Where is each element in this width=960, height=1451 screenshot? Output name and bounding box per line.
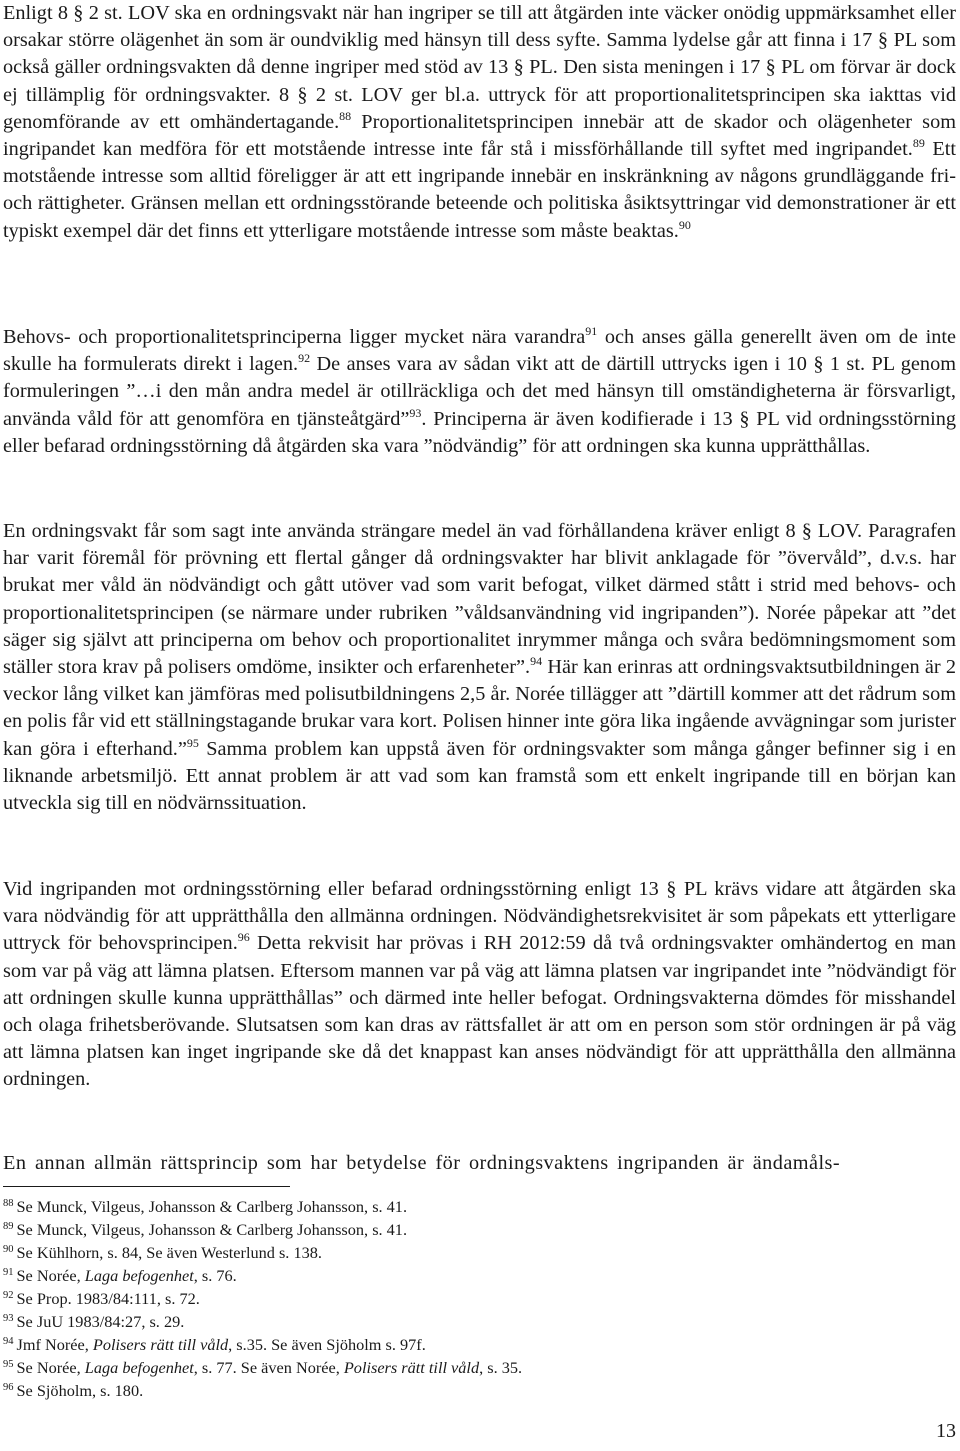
footnote-number: 94: [3, 1336, 14, 1347]
paragraph-text: Proportionalitetsprincipen innebär att de skador och olägenheter som ingripandet kan medföra för ett motstående intresse inte får stå i missförhållande till syftet med ingripandet.: [3, 110, 956, 161]
paragraph-text: En ordningsvakt får som sagt inte använda strängare medel än vad förhållandena kräver enligt 8 § LOV. Paragrafen har varit föremål för prövning ett flertal gånger då ordningsvakter har blivit anklagade för ”övervåld”, d.v.s. har brukat mer våld än nödvändigt och gått utöver vad som varit befogat, vilket därmed stått i strid med behovs- och proportionalitetsprincipen (se närmare under rubriken ”våldsanvändning vid ingripanden”). Norée påpekar att ”det säger sig självt att principerna om behov och proportionalitet inrymmer många och svåra bedömningsmoment som ställer stora krav på polisers omdöme, insikter och erfarenheter”.: [3, 520, 956, 679]
footnote-text: Jmf Norée,: [16, 1335, 93, 1354]
footnote-text: Se Norée,: [16, 1358, 85, 1377]
paragraph-purpose-principle: [3, 1150, 956, 1177]
page-number: 13: [936, 1420, 956, 1442]
footnote-text: Se Munck, Vilgeus, Johansson & Carlberg Johansson, s. 41.: [16, 1220, 408, 1239]
footnote-text: , s. 77. Se även Norée,: [193, 1358, 344, 1377]
footnote-title: Laga befogenhet: [84, 1266, 194, 1285]
footnote-text: Se Sjöholm, s. 180.: [16, 1381, 144, 1400]
footnote-ref: 95: [186, 735, 199, 750]
paragraph-text: Här kan erinras att ordningsvaktsutbildningen är 2 veckor lång vilket kan jämföras med polisutbildningens 2,5 år. Norée tillägger att ”därtill kommer att det rådrum som en polis får vid ett ställningstagande brukar vara kort. Polisen hinner inte göra lika ingående avvägningar som jurister kan göra i efterhand.”: [3, 656, 956, 760]
footnote-ref: 92: [298, 351, 311, 366]
footnote-number: 88: [3, 1198, 14, 1209]
paragraph-text: Ett motstående intresse som alltid föreligger är att ett ingripande innebär en inskränkning av någons grundläggande fri- och rättigheter. Gränsen mellan ett ordningsstörande beteende och politiska åsiktsyttringar vid demonstrationer är ett typiskt exempel där det finns ett ytterligare motstående intresse som måste beaktas.: [3, 138, 956, 242]
footnote-number: 95: [3, 1359, 14, 1370]
footnote-ref: 88: [339, 108, 352, 123]
footnote-number: 90: [3, 1244, 14, 1255]
footnote-text: Se Kühlhorn, s. 84, Se även Westerlund s. 138.: [16, 1243, 322, 1262]
footnote-text: Se Munck, Vilgeus, Johansson & Carlberg Johansson, s. 41.: [16, 1197, 408, 1216]
paragraph-text: Behovs- och proportionalitetsprinciperna ligger mycket nära varandra: [3, 326, 586, 348]
footnote-ref: 96: [237, 930, 250, 945]
footnote-number: 91: [3, 1267, 14, 1278]
footnote-item: [3, 1356, 903, 1379]
footnote-item: [3, 1379, 903, 1402]
footnote-item: [3, 1241, 903, 1264]
footnote-number: 92: [3, 1290, 14, 1301]
footnote-ref: 94: [530, 654, 543, 669]
footnote-ref: 89: [912, 136, 925, 151]
paragraph-text: Enligt 8 § 2 st. LOV ska en ordningsvakt när han ingriper se till att åtgärden inte väcker onödig uppmärksamhet eller orsakar större olägenhet än som är oundviklig med hänsyn till dess syfte. Samma lydelse går att finna i 17 § PL som också gäller ordningsvakten då denne ingriper med stöd av 13 § PL. Den sista meningen i 17 § PL om förvar är dock ej tillämplig för ordningsvakter. 8 § 2 st. LOV ger bl.a. uttryck för att proportionalitetsprincipen ska iakttas vid genomförande av ett omhändertagande.: [3, 2, 956, 133]
footnote-item: [3, 1287, 903, 1310]
paragraph-text: och anses gälla generellt även om de inte skulle ha formulerats direkt i lagen.: [3, 326, 957, 376]
footnote-number: 89: [3, 1221, 14, 1232]
paragraph-text: . Principerna är även kodifierade i 13 § PL vid ordningsstörning eller befarad ordningsstörning då åtgärden ska vara ”nödvändig” för att ordningen ska kunna upprätthållas.: [3, 407, 957, 457]
paragraph-text: Detta rekvisit har prövas i RH 2012:59 då två ordningsvakter omhändertog en man som var på väg att lämna platsen. Eftersom mannen var på väg att lämna platsen var ingripandet inte ”nödvändigt för att ordningen skulle kunna upprätthållas” och därmed inte heller befogat. Ordningsvakterna dömdes för misshandel och olaga frihetsberövande. Slutsatsen som kan dras av rättsfallet är att om en person som stör ordningen är på väg att lämna platsen kan inget ingripande ske då det knappast kan anses nödvändigt för att upprätthålla den allmänna ordningen.: [3, 932, 956, 1091]
footnote-text: , s. 76.: [193, 1266, 237, 1285]
footnote-number: 93: [3, 1313, 14, 1324]
footnote-separator: [3, 1186, 290, 1187]
paragraph-text: En annan allmän rättsprincip som har betydelse för ordningsvaktens ingripanden är ändamåls-: [3, 1152, 841, 1174]
footnote-text: , s.35. Se även Sjöholm s. 97f.: [228, 1335, 426, 1354]
paragraph-necessity-requirement: [3, 876, 956, 1094]
paragraph-text: Vid ingripanden mot ordningsstörning eller befarad ordningsstörning enligt 13 § PL krävs vidare att åtgärden ska vara nödvändig för att upprätthålla den allmänna ordningen. Nödvändighetsrekvisitet är som påpekats ett ytterligare uttryck för behovsprincipen.: [3, 878, 956, 955]
footnote-ref: 90: [678, 217, 691, 232]
paragraph-need-and-proportionality: [3, 324, 956, 460]
footnote-title: Laga befogenhet: [84, 1358, 194, 1377]
footnote-text: , s. 35.: [479, 1358, 523, 1377]
footnote-title: Polisers rätt till våld: [343, 1358, 480, 1377]
paragraph-text: Samma problem kan uppstå även för ordningsvakter som många gånger befinner sig i en liknande arbetsmiljö. Ett annat problem är att vad som kan framstå som ett enkelt ingripande till en början kan utveckla sig till en nödvärnssituation.: [3, 737, 957, 815]
footnote-ref: 93: [409, 405, 422, 420]
footnote-item: [3, 1264, 903, 1287]
footnote-item: [3, 1195, 903, 1218]
footnote-title: Polisers rätt till våld: [92, 1335, 229, 1354]
footnote-number: 96: [3, 1382, 14, 1393]
paragraph-proportionality-lov: [3, 0, 956, 245]
paragraph-excessive-force: [3, 518, 956, 817]
paragraph-text: De anses vara av sådan vikt att de därtill uttrycks igen i 10 § 1 st. PL genom formuleringen ”…i den mån andra medel är otillräckliga och det med hänsyn till omständigheterna är försvarligt, använda våld för att genomföra en tjänsteåtgärd”: [3, 353, 956, 430]
footnotes: [3, 1195, 903, 1402]
footnote-text: Se JuU 1983/84:27, s. 29.: [16, 1312, 185, 1331]
footnote-item: [3, 1310, 903, 1333]
footnote-item: [3, 1218, 903, 1241]
footnote-item: [3, 1333, 903, 1356]
footnote-text: Se Norée,: [16, 1266, 85, 1285]
footnote-text: Se Prop. 1983/84:111, s. 72.: [16, 1289, 200, 1308]
footnote-ref: 91: [585, 324, 598, 338]
